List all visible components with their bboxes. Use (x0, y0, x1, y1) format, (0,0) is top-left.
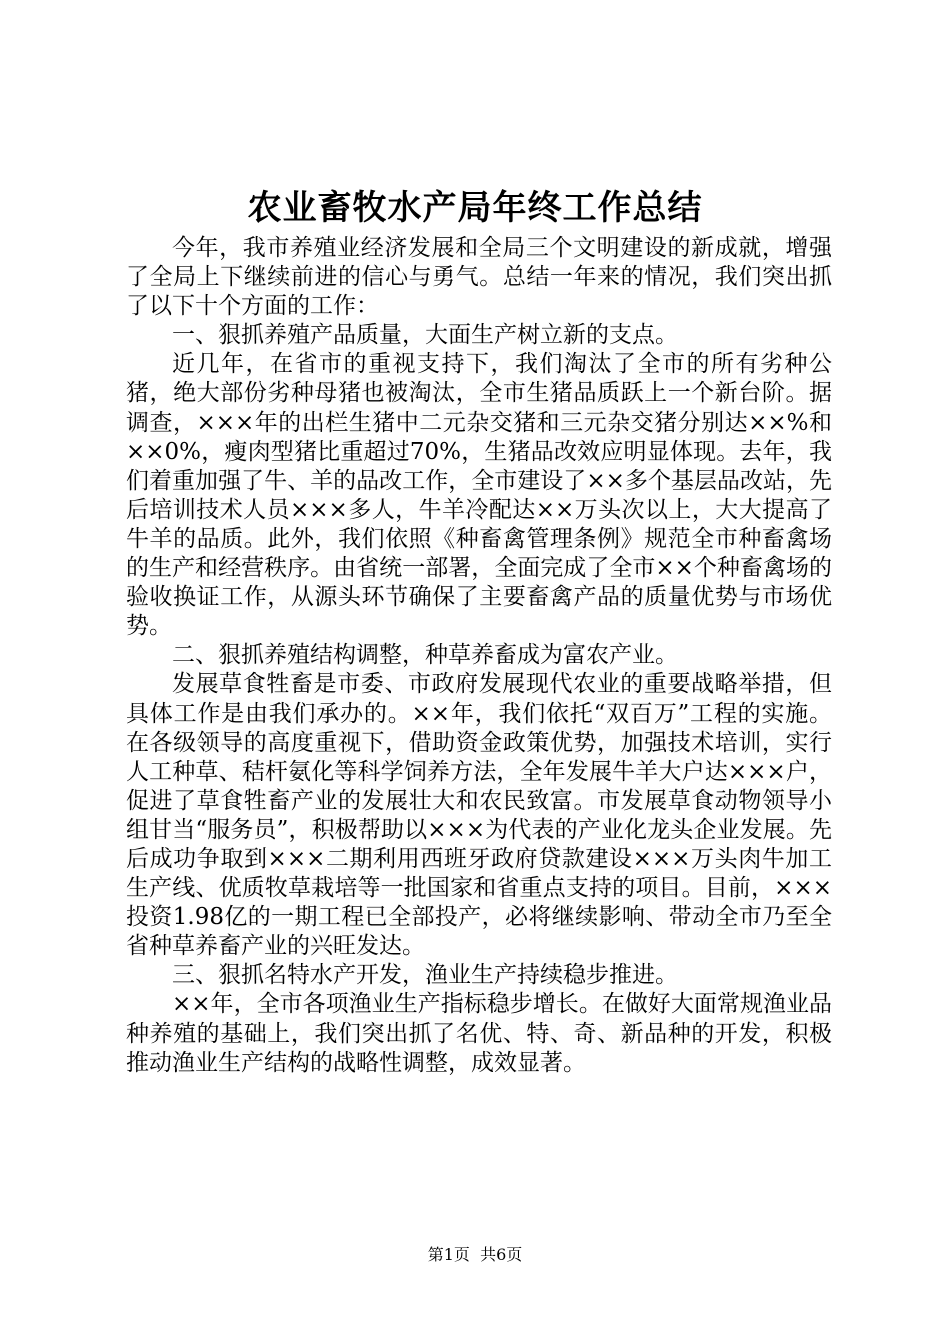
page-number-label: 第1页 共6页 (427, 1245, 523, 1264)
section-body-3: ××年，全市各项渔业生产指标稳步增长。在做好大面常规渔业品种养殖的基础上，我们突出抓了名优、特、奇、新品种的开发，积极推动渔业生产结构的战略性调整，成效显著。 (126, 991, 832, 1076)
document-body (126, 234, 832, 1078)
section-heading-2: 二、狠抓养殖结构调整，种草养畜成为富农产业。 (172, 642, 678, 669)
page-footer (0, 1244, 950, 1266)
section-body-2: 发展草食牲畜是市委、市政府发展现代农业的重要战略举措，但具体工作是由我们承办的。××年，我们依托“双百万”工程的实施。在各级领导的高度重视下，借助资金政策优势，加强技术培训，实行人工种草、秸杆氨化等科学饲养方法，全年发展牛羊大户达×××户，促进了草食牲畜产业的发展壮大和农民致富。市发展草食动物领导小组甘当“服务员”，积极帮助以×××为代表的产业化龙头企业发展。先后成功争取到×××二期利用西班牙政府贷款建设×××万头肉牛加工生产线、优质牧草栽培等一批国家和省重点支持的项目。目前，×××投资1.98亿的一期工程已全部投产，必将继续影响、带动全市乃至全省种草养畜产业的兴旺发达。 (126, 671, 832, 960)
section-heading-1: 一、狠抓养殖产品质量，大面生产树立新的支点。 (172, 322, 678, 349)
section-heading-3: 三、狠抓名特水产开发，渔业生产持续稳步推进。 (172, 962, 678, 989)
section-body-1: 近几年，在省市的重视支持下，我们淘汰了全市的所有劣种公猪，绝大部份劣种母猪也被淘汰，全市生猪品质跃上一个新台阶。据调查，×××年的出栏生猪中二元杂交猪和三元杂交猪分别达××%和××0%，瘦肉型猪比重超过70%，生猪品改效应明显体现。去年，我们着重加强了牛、羊的品改工作，全市建设了××多个基层品改站，先后培训技术人员×××多人，牛羊冷配达××万头次以上，大大提高了牛羊的品质。此外，我们依照《种畜禽管理条例》规范全市种畜禽场的生产和经营秩序。由省统一部署，全面完成了全市××个种畜禽场的验收换证工作，从源头环节确保了主要畜禽产品的质量优势与市场优势。 (126, 351, 832, 640)
intro-paragraph: 今年，我市养殖业经济发展和全局三个文明建设的新成就，增强了全局上下继续前进的信心与勇气。总结一年来的情况，我们突出抓了以下十个方面的工作： (126, 235, 832, 320)
document-title: 农业畜牧水产局年终工作总结 (247, 188, 703, 228)
